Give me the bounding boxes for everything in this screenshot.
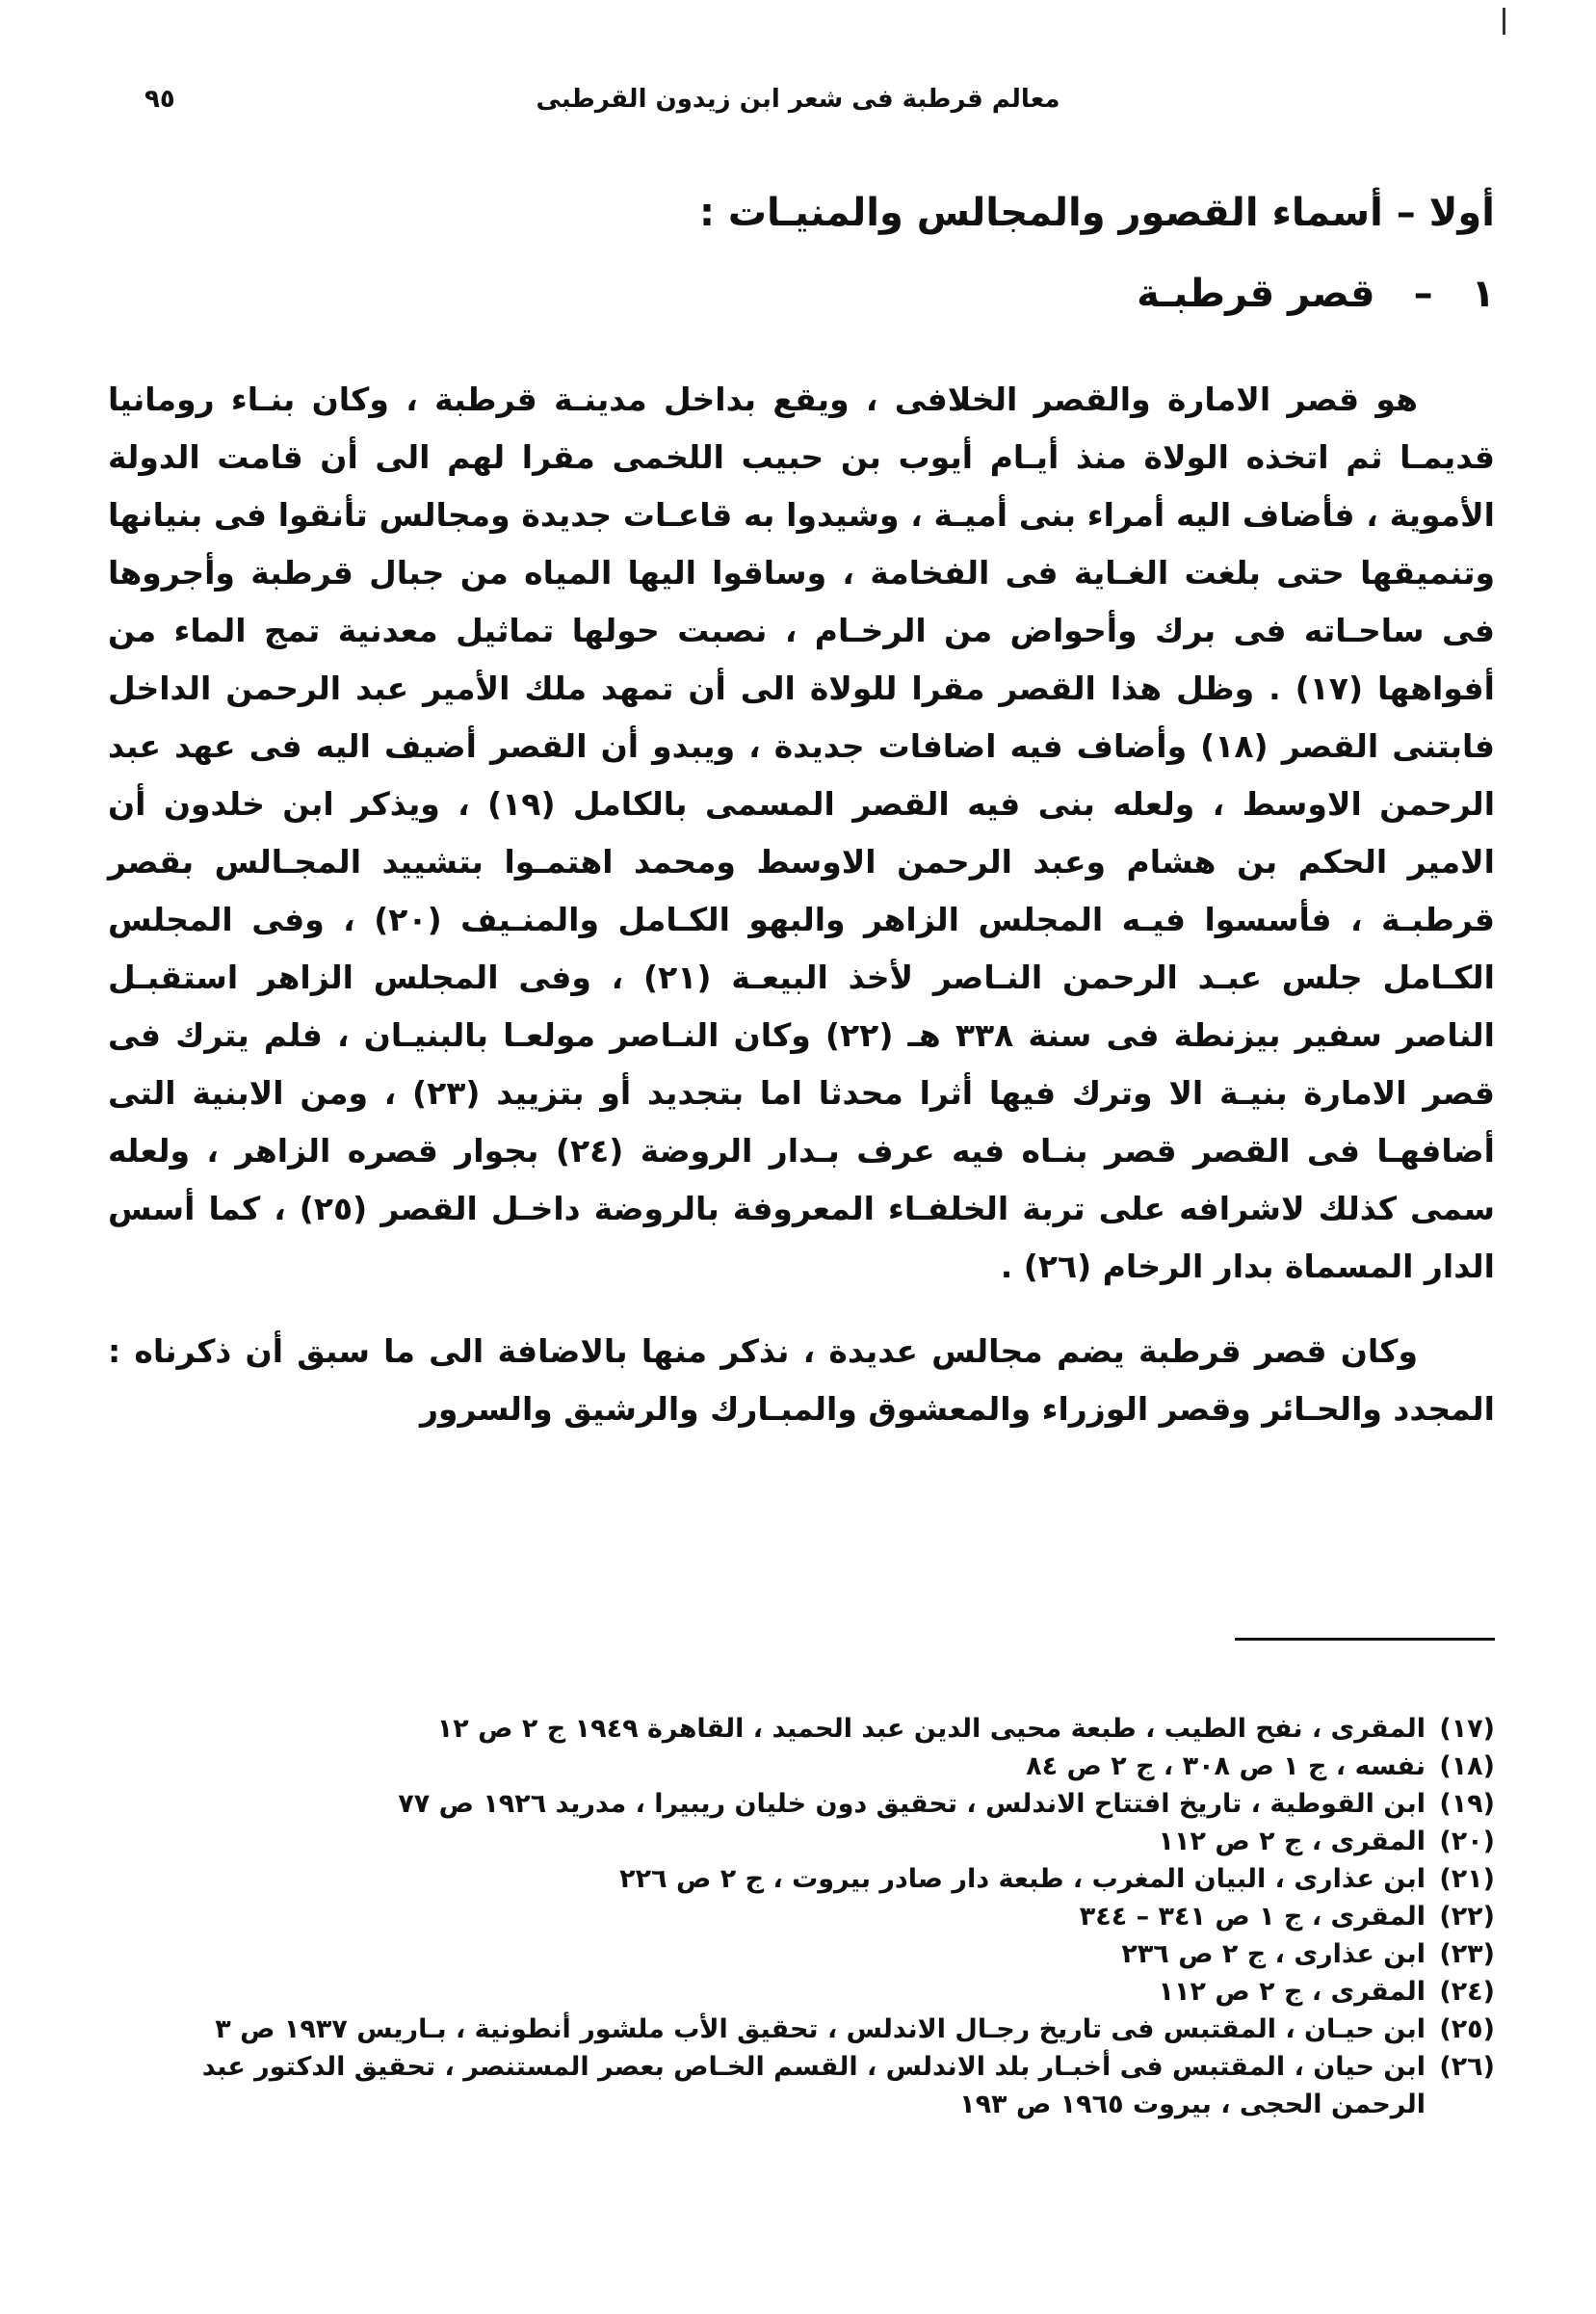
page-number: ٩٥ [144, 85, 175, 114]
footnote-number: (٢٣) [1439, 1939, 1495, 1969]
body-paragraph-2: وكان قصر قرطبة يضم مجالس عديدة ، نذكر منها بالاضافة الى ما سبق أن ذكرناه : المجدد والحـائر وقصر الوزراء والمعشوق والمبـارك والرشيق والسرور [108, 1332, 1495, 1428]
footnote-text: ابن عذارى ، البيان المغرب ، طبعة دار صادر بيروت ، ج ٢ ص ٢٢٦ [619, 1864, 1426, 1894]
footnote-text: المقرى ، نفح الطيب ، طبعة محيى الدين عبد الحميد ، القاهرة ١٩٤٩ ج ٢ ص ١٢ [436, 1714, 1426, 1744]
footnotes-list [108, 1710, 1495, 2123]
footnote-number: (١٩) [1439, 1789, 1495, 1819]
running-title: معالم قرطبة فى شعر ابن زيدون القرطبى [536, 85, 1060, 114]
footnote-number: (٢٤) [1439, 1977, 1495, 2007]
footnote-item [108, 2011, 1495, 2048]
body-text [108, 371, 1495, 1438]
footnote-number: (٢٥) [1439, 2014, 1495, 2044]
subsection-heading [1137, 272, 1495, 316]
footnote-item [108, 1860, 1495, 1898]
subsection-dash: – [1413, 272, 1433, 316]
footnote-text: المقرى ، ج ٢ ص ١١٢ [1158, 1977, 1426, 2007]
scan-artifact-mark [1503, 8, 1505, 35]
body-paragraph-1: هو قصر الامارة والقصر الخلافى ، ويقع بداخل مدينـة قرطبة ، وكان بنـاء رومانيا قديمـا ثم اتخذه الولاة منذ أيـام أيوب بن حبيب اللخمى مقرا لهم الى أن قامت الدولة الأموية ، فأضاف اليه أمراء بنى أميـة ، وشيدوا به قاعـات جديدة ومجالس تأنقوا فى بنيانها وتنميقها حتى بلغت الغـاية فى الفخامة ، وساقوا اليها المياه من جبال قرطبة وأجروها فى ساحـاته فى برك وأحواض من الرخـام ، نصبت حولها تماثيل معدنية تمج الماء من أفواهها (١٧) . وظل هذا القصر مقرا للولاة الى أن تمهد ملك الأمير عبد الرحمن الداخل فابتنى القصر (١٨) وأضاف فيه اضافات جديدة ، ويبدو أن القصر أضيف اليه فى عهد عبد الرحمن الاوسط ، ولعله بنى فيه القصر المسمى بالكامل (١٩) ، ويذكر ابن خلدون أن الامير الحكم بن هشام وعبد الرحمن الاوسط ومحمد اهتمـوا بتشييد المجـالس بقصر قرطبـة ، فأسسوا فيـه المجلس الزاهر والبهو الكـامل والمنـيف (٢٠) ، وفى المجلس الكـامل جلس عبـد الرحمن النـاصر لأخذ البيعـة (٢١) ، وفى المجلس الزاهر استقبـل الناصر سفير بيزنطة فى سنة ٣٣٨ هـ (٢٢) وكان النـاصر مولعـا بالبنيـان ، فلم يترك فى قصر الامارة بنيـة الا وترك فيها أثرا محدثا اما بتجديد أو بتزييد (٢٣) ، ومن الابنية التى أضافهـا فى القصر قصر بنـاه فيه عرف بـدار الروضة (٢٤) بجوار قصره الزاهر ، ولعله سمى كذلك لاشرافه على تربة الخلفـاء المعروفة بالروضة داخـل القصر (٢٥) ، كما أسس الدار المسماة بدار الرخام (٢٦) . [108, 381, 1496, 1285]
subsection-title: قصر قرطبـة [1137, 272, 1375, 316]
footnote-text: ابن عذارى ، ج ٢ ص ٢٣٦ [1121, 1939, 1426, 1969]
footnote-item [108, 1748, 1495, 1785]
footnote-item [108, 1823, 1495, 1860]
footnote-text: نفسه ، ج ١ ص ٣٠٨ ، ج ٢ ص ٨٤ [1026, 1751, 1426, 1781]
footnote-item [108, 1785, 1495, 1823]
footnote-text: المقرى ، ج ٢ ص ١١٢ [1158, 1827, 1426, 1856]
footnote-item [108, 2048, 1495, 2123]
subsection-number: ١ [1471, 272, 1495, 316]
footnote-number: (٢٦) [1439, 2052, 1495, 2082]
footnote-text: ابن حيان ، المقتبس فى أخبـار بلد الاندلس ، القسم الخـاص بعصر المستنصر ، تحقيق الدكتور عبد الرحمن الحجى ، بيروت ١٩٦٥ ص ١٩٣ [201, 2052, 1426, 2119]
footnote-item [108, 1898, 1495, 1935]
footnote-text: المقرى ، ج ١ ص ٣٤١ – ٣٤٤ [1079, 1902, 1426, 1932]
footnote-item [108, 1973, 1495, 2011]
section-heading: أولا – أسماء القصور والمجالس والمنيـات : [698, 191, 1495, 235]
footnote-number: (٢٢) [1439, 1902, 1495, 1932]
footnote-number: (١٧) [1439, 1714, 1495, 1744]
running-header [135, 85, 1461, 123]
footnote-number: (٢٠) [1439, 1827, 1495, 1856]
footnote-item [108, 1710, 1495, 1748]
footnote-text: ابن حيـان ، المقتبس فى تاريخ رجـال الاندلس ، تحقيق الأب ملشور أنطونية ، بـاريس ١٩٣٧ ص ٣ [215, 2014, 1426, 2044]
footnote-number: (٢١) [1439, 1864, 1495, 1894]
footnote-number: (١٨) [1439, 1751, 1495, 1781]
footnote-divider [1235, 1638, 1495, 1641]
footnote-item [108, 1935, 1495, 1973]
footnote-text: ابن القوطية ، تاريخ افتتاح الاندلس ، تحقيق دون خليان ريبيرا ، مدريد ١٩٢٦ ص ٧٧ [398, 1789, 1426, 1819]
